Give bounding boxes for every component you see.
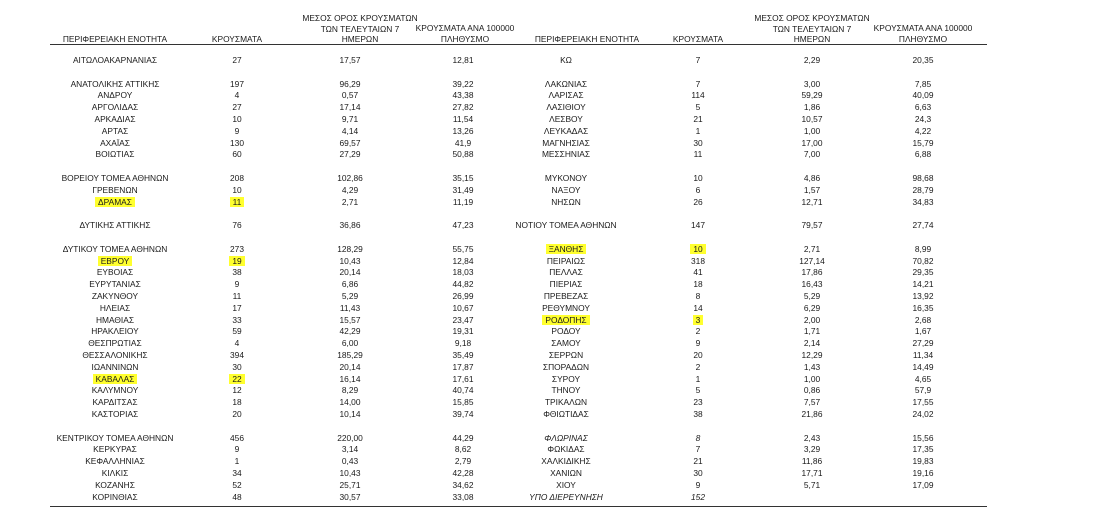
right-row-26-avg7: 1,43 [803,361,821,372]
left-row-0-cases: 27 [232,55,242,65]
right-row-22-region: ΡΟΔΟΠΗΣ [501,315,631,326]
left-row-33-region: ΚΕΡΚΥΡΑΣ [93,444,137,455]
left-row-23-cases: 59 [232,326,242,337]
right-row-33-cases: 7 [695,444,701,455]
right-row-33-per100k: 17,35 [912,444,934,455]
right-row-23-region: ΡΟΔΟΥ [551,326,581,337]
right-row-7-avg7: 17,00 [801,137,823,148]
left-row-12-avg7: 2,71 [341,196,359,207]
right-row-16-avg7: 2,71 [803,243,821,254]
left-row-21-per100k: 10,67 [452,302,474,313]
right-row-4-cases: 5 [695,102,701,113]
right-row-14-per100k: 27,74 [912,220,934,231]
right-row-19-per100k: 14,21 [912,279,934,290]
right-row-24-cases: 9 [695,338,701,349]
left-row-34-region: ΚΕΦΑΛΛΗΝΙΑΣ [85,456,145,467]
left-row-7-region: ΑΧΑΪΑΣ [100,137,130,148]
left-row-27-per100k: 17,61 [452,373,474,384]
right-row-10-per100k: 98,68 [912,173,934,183]
right-row-3-region: ΛΑΡΙΣΑΣ [548,90,584,101]
left-row-18-avg7: 20,14 [339,267,361,278]
right-row-20-avg7: 5,29 [803,291,821,301]
header-per100k-right: ΚΡΟΥΣΜΑΤΑ ΑΝΑ 100000 ΠΛΗΘΥΣΜΟ [873,23,973,44]
left-row-20-avg7: 5,29 [341,291,359,301]
right-row-34-cases: 21 [693,456,703,467]
left-row-25-avg7: 185,29 [337,350,363,360]
left-row-33-cases: 9 [234,444,240,455]
left-row-2-per100k: 39,22 [452,78,474,89]
left-row-20-region: ΖΑΚΥΝΘΟΥ [91,291,139,301]
right-row-30-cases: 38 [693,409,703,419]
left-row-29-per100k: 15,85 [452,397,474,408]
right-row-6-per100k: 4,22 [914,125,932,136]
left-row-18-region: ΕΥΒΟΙΑΣ [96,267,134,278]
left-row-18-cases: 38 [232,267,242,278]
right-row-26-cases: 2 [695,361,701,372]
right-row-33-region: ΦΩΚΙΔΑΣ [547,444,585,455]
left-row-10-cases: 208 [230,173,244,183]
left-row-18-per100k: 18,03 [452,267,474,278]
left-row-14-region: ΔΥΤΙΚΗΣ ΑΤΤΙΚΗΣ [79,220,151,231]
right-row-37-cases: 152 [691,491,705,502]
left-row-26-cases: 30 [232,361,242,372]
right-row-34-region: ΧΑΛΚΙΔΙΚΗΣ [541,456,591,467]
left-row-24-region: ΘΕΣΠΡΩΤΙΑΣ [88,338,142,349]
left-row-24-per100k: 9,18 [454,338,472,349]
right-row-29-cases: 23 [693,397,703,408]
right-row-32-avg7: 2,43 [803,432,821,443]
right-row-22-cases: 3 [668,315,728,326]
right-row-18-per100k: 29,35 [912,267,934,278]
left-row-10-avg7: 102,86 [337,173,363,183]
right-row-16-per100k: 8,99 [914,243,932,254]
right-row-5-per100k: 24,3 [914,114,932,124]
right-row-18-region: ΠΕΛΛΑΣ [549,267,583,278]
left-row-4-avg7: 17,14 [339,102,361,113]
left-row-37-avg7: 30,57 [339,491,361,502]
right-row-12-cases: 26 [693,196,703,207]
right-row-24-per100k: 27,29 [912,338,934,349]
left-row-11-per100k: 31,49 [452,184,474,195]
left-row-11-region: ΓΡΕΒΕΝΩΝ [92,184,138,195]
left-row-5-per100k: 11,54 [452,114,474,124]
left-row-19-per100k: 44,82 [452,279,474,290]
header-cases-right: ΚΡΟΥΣΜΑΤΑ [672,34,724,44]
left-row-23-per100k: 19,31 [452,326,474,337]
left-row-3-per100k: 43,38 [452,90,474,101]
left-row-10-region: ΒΟΡΕΙΟΥ ΤΟΜΕΑ ΑΘΗΝΩΝ [61,173,169,183]
right-row-7-region: ΜΑΓΝΗΣΙΑΣ [542,137,590,148]
header-region-right: ΠΕΡΙΦΕΡΕΙΑΚΗ ΕΝΟΤΗΤΑ [534,34,640,44]
right-row-32-region: ΦΛΩΡΙΝΑΣ [544,432,588,443]
header-cases-left: ΚΡΟΥΣΜΑΤΑ [211,34,263,44]
left-row-8-avg7: 27,29 [339,149,361,160]
left-row-12-cases: 11 [207,197,267,208]
right-row-28-cases: 5 [695,385,701,396]
left-row-28-avg7: 8,29 [341,385,359,396]
left-row-28-cases: 12 [232,385,242,396]
left-row-19-cases: 9 [234,279,240,290]
right-row-21-region: ΡΕΘΥΜΝΟΥ [542,302,590,313]
left-row-21-avg7: 11,43 [339,302,361,313]
right-row-10-region: ΜΥΚΟΝΟΥ [544,173,588,183]
left-row-37-region: ΚΟΡΙΝΘΙΑΣ [92,491,138,502]
right-row-17-per100k: 70,82 [912,255,934,266]
left-row-5-avg7: 9,71 [341,114,359,124]
left-row-17-region: ΕΒΡΟΥ [50,256,180,267]
right-row-33-avg7: 3,29 [803,444,821,455]
left-row-26-per100k: 17,87 [452,361,474,372]
header-avg7-right: ΜΕΣΟΣ ΟΡΟΣ ΚΡΟΥΣΜΑΤΩΝ ΤΩΝ ΤΕΛΕΥΤΑΙΩΝ 7 ΗΜΕΡΩΝ [754,13,870,44]
left-row-35-per100k: 42,28 [452,468,474,478]
left-row-12-per100k: 11,19 [452,196,474,207]
left-row-32-per100k: 44,29 [452,432,474,443]
right-row-30-per100k: 24,02 [912,409,934,419]
header-avg7-left: ΜΕΣΟΣ ΟΡΟΣ ΚΡΟΥΣΜΑΤΩΝ ΤΩΝ ΤΕΛΕΥΤΑΙΩΝ 7 ΗΜΕΡΩΝ [302,13,418,44]
left-row-16-region: ΔΥΤΙΚΟΥ ΤΟΜΕΑ ΑΘΗΝΩΝ [62,243,168,254]
left-row-3-cases: 4 [234,90,240,101]
left-row-29-avg7: 14,00 [339,397,361,408]
right-row-20-per100k: 13,92 [912,291,934,301]
left-row-27-avg7: 16,14 [339,373,361,384]
left-row-37-cases: 48 [232,491,242,502]
right-row-14-avg7: 79,57 [801,220,823,231]
left-row-21-region: ΗΛΕΙΑΣ [99,302,131,313]
right-row-23-avg7: 1,71 [803,326,821,337]
left-row-22-per100k: 23,47 [452,314,474,325]
right-row-29-per100k: 17,55 [912,397,934,408]
right-row-6-region: ΛΕΥΚΑΔΑΣ [543,125,589,136]
left-row-22-cases: 33 [232,314,242,325]
left-row-5-region: ΑΡΚΑΔΙΑΣ [94,114,136,124]
left-row-22-avg7: 15,57 [339,314,361,325]
left-row-20-per100k: 26,99 [452,291,474,301]
left-row-23-avg7: 42,29 [339,326,361,337]
left-row-35-region: ΚΙΛΚΙΣ [101,468,129,478]
right-row-18-cases: 41 [693,267,703,278]
right-row-4-region: ΛΑΣΙΘΙΟΥ [546,102,586,113]
footer-rule [50,506,987,507]
right-row-0-cases: 7 [695,55,701,65]
left-row-30-avg7: 10,14 [339,409,361,419]
left-row-19-avg7: 6,86 [341,279,359,290]
left-row-5-cases: 10 [232,114,242,124]
right-row-36-cases: 9 [695,479,701,490]
right-row-2-avg7: 3,00 [803,78,821,89]
right-row-22-avg7: 2,00 [803,314,821,325]
left-row-20-cases: 11 [232,291,242,301]
right-row-14-cases: 147 [691,220,705,231]
right-row-7-per100k: 15,79 [912,137,934,148]
left-row-7-cases: 130 [230,137,244,148]
right-row-27-region: ΣΥΡΟΥ [551,373,581,384]
left-row-3-avg7: 0,57 [341,90,359,101]
right-row-29-avg7: 7,57 [803,397,821,408]
right-row-3-per100k: 40,09 [912,90,934,101]
right-row-11-per100k: 28,79 [912,184,934,195]
right-row-5-avg7: 10,57 [801,114,823,124]
right-row-12-per100k: 34,83 [912,196,934,207]
right-row-11-cases: 6 [695,184,701,195]
left-row-25-cases: 394 [230,350,244,360]
left-row-32-cases: 456 [230,432,244,443]
left-row-35-avg7: 10,43 [339,468,361,478]
right-row-21-avg7: 6,29 [803,302,821,313]
left-row-3-region: ΑΝΔΡΟΥ [97,90,133,101]
right-row-26-per100k: 14,49 [912,361,934,372]
right-row-0-region: ΚΩ [560,55,572,65]
right-row-10-cases: 10 [693,173,703,183]
left-row-37-per100k: 33,08 [452,491,474,502]
right-row-11-region: ΝΑΞΟΥ [551,184,581,195]
left-row-33-avg7: 3,14 [341,444,359,455]
right-row-25-cases: 20 [693,350,703,360]
left-row-7-avg7: 69,57 [339,137,361,148]
right-row-20-region: ΠΡΕΒΕΖΑΣ [543,291,589,301]
left-row-22-region: ΗΜΑΘΙΑΣ [95,314,135,325]
left-row-14-per100k: 47,23 [452,220,474,231]
right-row-8-region: ΜΕΣΣΗΝΙΑΣ [541,149,591,160]
right-row-34-avg7: 11,86 [801,456,823,467]
right-row-21-cases: 14 [693,302,703,313]
left-row-36-region: ΚΟΖΑΝΗΣ [95,479,135,490]
left-row-17-per100k: 12,84 [452,255,474,266]
left-row-24-avg7: 6,00 [341,338,359,349]
right-row-35-avg7: 17,71 [801,468,823,478]
left-row-6-avg7: 4,14 [341,125,359,136]
right-row-19-cases: 18 [693,279,703,290]
left-row-33-per100k: 8,62 [454,444,472,455]
right-row-23-cases: 2 [695,326,701,337]
left-row-25-region: ΘΕΣΣΑΛΟΝΙΚΗΣ [82,350,148,360]
right-row-0-per100k: 20,35 [912,55,934,65]
right-row-4-per100k: 6,63 [914,102,932,113]
left-row-23-region: ΗΡΑΚΛΕΙΟΥ [91,326,139,337]
left-row-24-cases: 4 [234,338,240,349]
left-row-6-cases: 9 [234,125,240,136]
left-row-14-cases: 76 [232,220,242,231]
right-row-24-region: ΣΑΜΟΥ [551,338,581,349]
right-row-24-avg7: 2,14 [803,338,821,349]
left-row-7-per100k: 41,9 [454,137,472,148]
left-row-34-per100k: 2,79 [454,456,472,467]
left-row-6-per100k: 13,26 [452,125,474,136]
right-row-5-cases: 21 [693,114,703,124]
right-row-3-cases: 114 [691,90,705,101]
right-row-27-cases: 1 [695,373,701,384]
right-row-17-avg7: 127,14 [799,255,825,266]
right-row-4-avg7: 1,86 [803,102,821,113]
right-row-32-cases: 8 [695,432,701,443]
left-row-2-cases: 197 [230,78,244,89]
left-row-36-cases: 52 [232,479,242,490]
left-row-0-per100k: 12,81 [452,55,474,65]
left-row-36-per100k: 34,62 [452,479,474,490]
right-row-29-region: ΤΡΙΚΑΛΩΝ [544,397,588,408]
left-row-19-region: ΕΥΡΥΤΑΝΙΑΣ [89,279,141,290]
right-row-22-per100k: 2,68 [914,314,932,325]
left-row-27-region: ΚΑΒΑΛΑΣ [50,374,180,385]
right-row-5-region: ΛΕΣΒΟΥ [549,114,583,124]
left-row-26-avg7: 20,14 [339,361,361,372]
right-row-2-region: ΛΑΚΩΝΙΑΣ [544,78,588,89]
left-row-21-cases: 17 [232,302,242,313]
left-row-30-cases: 20 [232,409,242,419]
right-row-36-per100k: 17,09 [912,479,934,490]
left-row-34-avg7: 0,43 [341,456,359,467]
right-row-27-avg7: 1,00 [803,373,821,384]
right-row-16-region: ΞΑΝΘΗΣ [501,244,631,255]
left-row-35-cases: 34 [232,468,242,478]
right-row-14-region: ΝΟΤΙΟΥ ΤΟΜΕΑ ΑΘΗΝΩΝ [515,220,617,231]
left-row-26-region: ΙΩΑΝΝΙΝΩΝ [91,361,139,372]
right-row-23-per100k: 1,67 [914,326,932,337]
right-row-25-per100k: 11,34 [912,350,934,360]
left-row-2-region: ΑΝΑΤΟΛΙΚΗΣ ΑΤΤΙΚΗΣ [70,78,160,89]
left-row-4-cases: 27 [232,102,242,113]
right-row-35-region: ΧΑΝΙΩΝ [550,468,582,478]
right-row-36-avg7: 5,71 [803,479,821,490]
left-row-25-per100k: 35,49 [452,350,474,360]
left-row-17-cases: 19 [207,256,267,267]
right-row-6-avg7: 1,00 [803,125,821,136]
left-row-17-avg7: 10,43 [339,255,361,266]
right-row-32-per100k: 15,56 [912,432,934,443]
right-row-8-cases: 11 [693,149,703,160]
right-row-35-cases: 30 [693,468,703,478]
right-row-12-avg7: 12,71 [801,196,823,207]
header-region-left: ΠΕΡΙΦΕΡΕΙΑΚΗ ΕΝΟΤΗΤΑ [62,34,168,44]
left-row-11-avg7: 4,29 [341,184,359,195]
left-row-29-region: ΚΑΡΔΙΤΣΑΣ [92,397,138,408]
left-row-32-avg7: 220,00 [337,432,363,443]
left-row-12-region: ΔΡΑΜΑΣ [50,197,180,208]
left-row-6-region: ΑΡΤΑΣ [101,125,129,136]
left-row-34-cases: 1 [234,456,240,467]
left-row-32-region: ΚΕΝΤΡΙΚΟΥ ΤΟΜΕΑ ΑΘΗΝΩΝ [56,432,174,443]
right-row-7-cases: 30 [693,137,703,148]
left-row-14-avg7: 36,86 [339,220,361,231]
left-row-8-cases: 60 [232,149,242,160]
right-row-27-per100k: 4,65 [914,373,932,384]
left-row-10-per100k: 35,15 [452,173,474,183]
left-row-16-cases: 273 [230,243,244,254]
left-row-36-avg7: 25,71 [339,479,361,490]
left-row-0-avg7: 17,57 [339,55,361,65]
right-row-0-avg7: 2,29 [803,55,821,65]
left-row-8-region: ΒΟΙΩΤΙΑΣ [95,149,135,160]
right-row-26-region: ΣΠΟΡΑΔΩΝ [542,361,590,372]
left-row-8-per100k: 50,88 [452,149,474,160]
left-row-4-region: ΑΡΓΟΛΙΔΑΣ [91,102,139,113]
right-row-19-region: ΠΙΕΡΙΑΣ [549,279,583,290]
right-row-12-region: ΝΗΣΩΝ [551,196,581,207]
left-row-28-region: ΚΑΛΥΜΝΟΥ [91,385,139,396]
left-row-4-per100k: 27,82 [452,102,474,113]
right-row-8-avg7: 7,00 [803,149,821,160]
right-row-2-cases: 7 [695,78,701,89]
right-row-25-avg7: 12,29 [801,350,823,360]
header-per100k-left: ΚΡΟΥΣΜΑΤΑ ΑΝΑ 100000 ΠΛΗΘΥΣΜΟ [415,23,515,44]
right-row-8-per100k: 6,88 [914,149,932,160]
left-row-2-avg7: 96,29 [339,78,361,89]
right-row-21-per100k: 16,35 [912,302,934,313]
right-row-11-avg7: 1,57 [803,184,821,195]
right-row-10-avg7: 4,86 [803,173,821,183]
right-row-25-region: ΣΕΡΡΩΝ [548,350,584,360]
right-row-20-cases: 8 [695,291,701,301]
right-row-28-region: ΤΗΝΟΥ [551,385,581,396]
right-row-34-per100k: 19,83 [912,456,934,467]
right-row-36-region: ΧΙΟΥ [556,479,576,490]
right-row-28-avg7: 0,86 [803,385,821,396]
left-row-30-region: ΚΑΣΤΟΡΙΑΣ [91,409,139,419]
left-row-29-cases: 18 [232,397,242,408]
right-row-17-cases: 318 [691,255,705,266]
left-row-16-avg7: 128,29 [337,243,363,254]
left-row-28-per100k: 40,74 [452,385,474,396]
right-row-6-cases: 1 [695,125,701,136]
header-rule [50,44,987,45]
right-row-3-avg7: 59,29 [801,90,823,101]
right-row-19-avg7: 16,43 [801,279,823,290]
right-row-17-region: ΠΕΙΡΑΙΩΣ [546,255,586,266]
left-row-0-region: ΑΙΤΩΛΟΑΚΑΡΝΑΝΙΑΣ [72,55,158,65]
right-row-30-avg7: 21,86 [801,409,823,419]
right-row-37-region: ΥΠΟ ΔΙΕΡΕΥΝΗΣΗ [529,491,603,502]
left-row-27-cases: 22 [207,374,267,385]
right-row-30-region: ΦΘΙΩΤΙΔΑΣ [543,409,589,419]
right-row-2-per100k: 7,85 [914,78,932,89]
right-row-16-cases: 10 [668,244,728,255]
left-row-11-cases: 10 [232,184,242,195]
right-row-35-per100k: 19,16 [912,468,934,478]
left-row-16-per100k: 55,75 [452,243,474,254]
left-row-30-per100k: 39,74 [452,409,474,419]
right-row-28-per100k: 57,9 [914,385,932,396]
right-row-18-avg7: 17,86 [801,267,823,278]
